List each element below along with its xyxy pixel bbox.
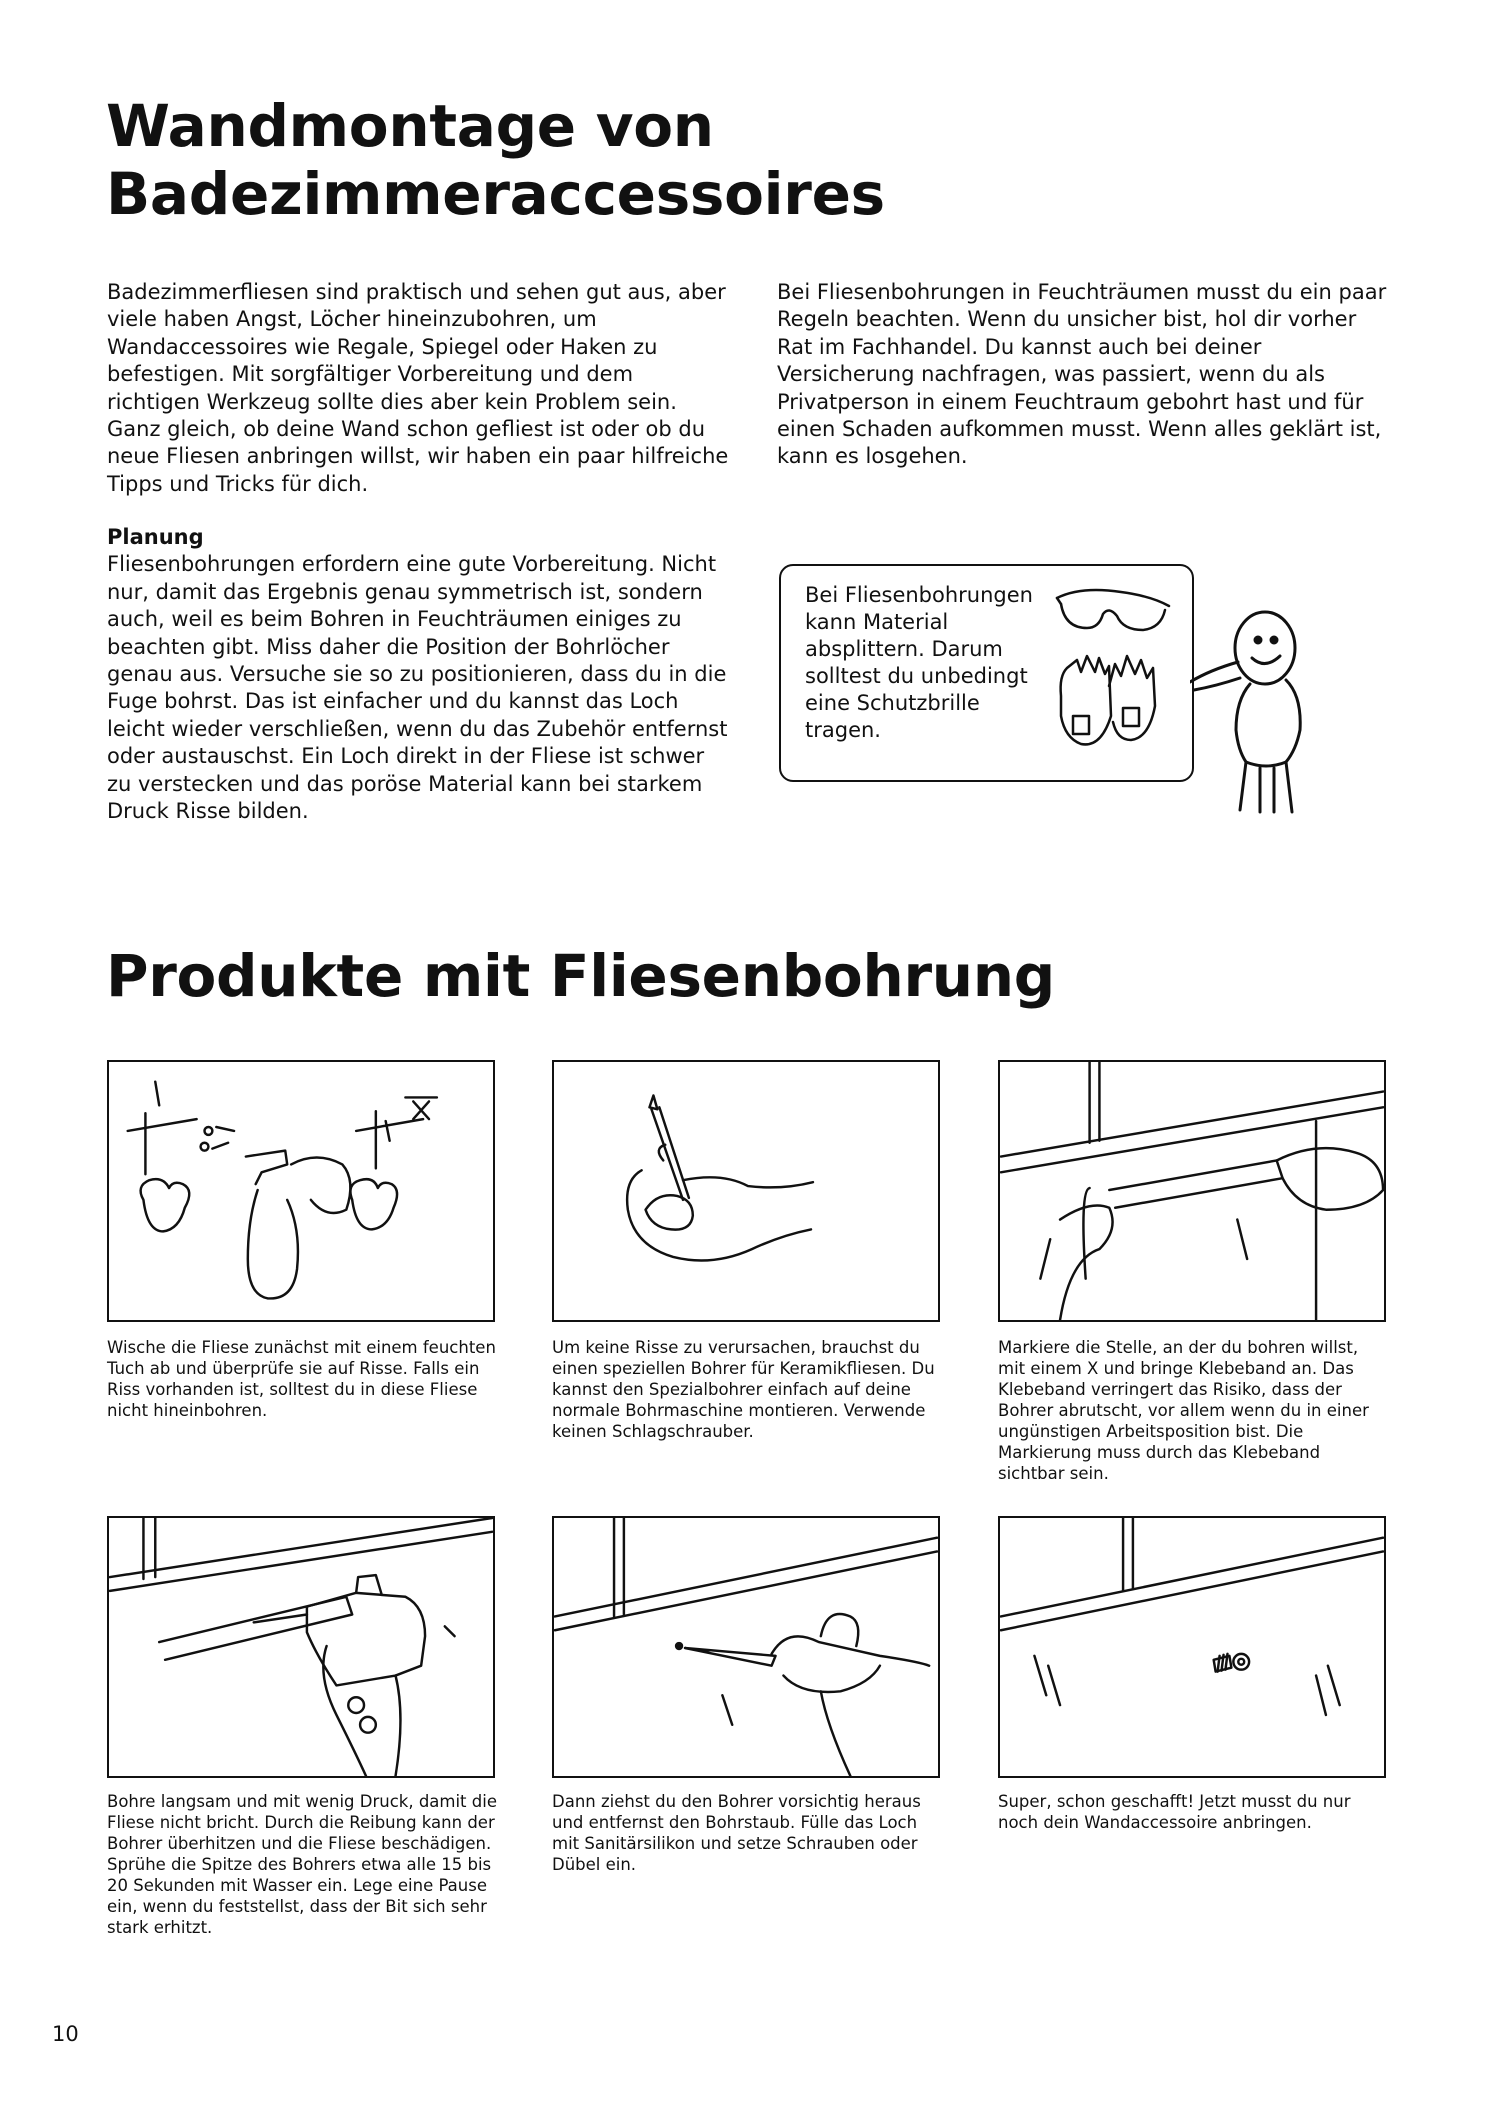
safety-tip-box: [779, 564, 1194, 782]
page-title: [106, 92, 885, 228]
page-title-line-1: Wandmontage von: [106, 92, 714, 160]
drill-bit-icon: [554, 1062, 938, 1320]
step-4-illustration: [107, 1516, 495, 1778]
page-number: 10: [52, 2022, 79, 2046]
intro-left-paragraph: Badezimmerfliesen sind praktisch und sehen gut aus, aber viele haben Angst, Löcher hineinzubohren, um Wandaccessoires wie Regale, Spiegel oder Haken zu befestigen. Mit sorgfältiger Vorbereitung und dem richtigen Werkzeug sollte dies aber kein Problem sein. Ganz gleich, ob deine Wand schon gefliest ist oder ob du neue Fliesen anbringen willst, wir haben ein paar hilfreiche Tipps und Tricks für dich.: [107, 280, 729, 496]
safety-tip-text: Bei Fliesenbohrungen kann Material absplittern. Darum solltest du unbedingt eine Schutzbrille tragen.: [805, 583, 1033, 742]
step-6-illustration: [998, 1516, 1386, 1778]
intro-right-paragraph: Bei Fliesenbohrungen in Feuchträumen musst du ein paar Regeln beachten. Wenn du unsicher bist, hol dir vorher Rat im Fachhandel. Du kannst auch bei deiner Versicherung nachfragen, was passiert, wenn du als Privatperson in einem Feuchtraum gebohrt hast und für einen Schaden aufkommen musst. Wenn alles geklärt ist, kann es losgehen.: [777, 280, 1387, 469]
step-5-caption: Dann ziehst du den Bohrer vorsichtig heraus und entfernst den Bohrstaub. Fülle das Loch mit Sanitärsilikon und setze Schrauben oder Dübel ein.: [552, 1792, 921, 1874]
planning-text: Fliesenbohrungen erfordern eine gute Vorbereitung. Nicht nur, damit das Ergebnis genau symmetrisch ist, sondern auch, weil es beim Bohren in Feuchträumen einiges zu beachten gibt. Miss daher die Position der Bohrlöcher genau aus. Versuche sie so zu positionieren, dass du in die Fuge bohrst. Das ist einfacher und du kannst das Loch leicht wieder verschließen, wenn du das Zubehör entfernst oder austauschst. Ein Loch direkt in der Fliese ist schwer zu verstecken und das poröse Material kann bei starkem Druck Risse bilden.: [107, 552, 728, 824]
safety-gear-icon: [1051, 576, 1181, 776]
step-2-illustration: [552, 1060, 940, 1322]
step-6-caption: Super, schon geschafft! Jetzt musst du nur noch dein Wandaccessoire anbringen.: [998, 1792, 1351, 1832]
page-title-line-2: Badezimmeraccessoires: [106, 160, 885, 228]
step-1-illustration: [107, 1060, 495, 1322]
section-title: Produkte mit Fliesenbohrung: [106, 942, 1055, 1010]
drilling-icon: [109, 1518, 493, 1776]
step-5-illustration: [552, 1516, 940, 1778]
tape-icon: [1000, 1062, 1384, 1320]
spray-bottle-icon: [109, 1062, 493, 1320]
planning-section: [107, 524, 732, 825]
mascot-figure-icon: [1190, 600, 1320, 815]
planning-heading: Planung: [107, 525, 204, 549]
step-3-caption: Markiere die Stelle, an der du bohren willst, mit einem X und bringe Klebeband an. Das Klebeband verringert das Risiko, dass der Bohrer abrutscht, vor allem wenn du in einer ungünstigen Arbeitsposition bist. Die Markierung muss durch das Klebeband sichtbar sein.: [998, 1338, 1369, 1483]
step-1-caption: Wische die Fliese zunächst mit einem feuchten Tuch ab und überprüfe sie auf Risse. Falls ein Riss vorhanden ist, solltest du in diese Fliese nicht hineinbohren.: [107, 1338, 496, 1420]
step-2-caption: Um keine Risse zu verursachen, brauchst du einen speziellen Bohrer für Keramikfliesen. Du kannst den Spezialbohrer einfach auf deine normale Bohrmaschine montieren. Verwende keinen Schlagschrauber.: [552, 1338, 935, 1441]
step-3-illustration: [998, 1060, 1386, 1322]
silicone-gun-icon: [554, 1518, 938, 1776]
screw-plug-icon: [1000, 1518, 1384, 1776]
step-4-caption: Bohre langsam und mit wenig Druck, damit die Fliese nicht bricht. Durch die Reibung kann der Bohrer überhitzen und die Fliese beschädigen. Sprühe die Spitze des Bohrers etwa alle 15 bis 20 Sekunden mit Wasser ein. Lege eine Pause ein, wenn du feststellst, dass der Bit sich sehr stark erhitzt.: [107, 1792, 497, 1937]
